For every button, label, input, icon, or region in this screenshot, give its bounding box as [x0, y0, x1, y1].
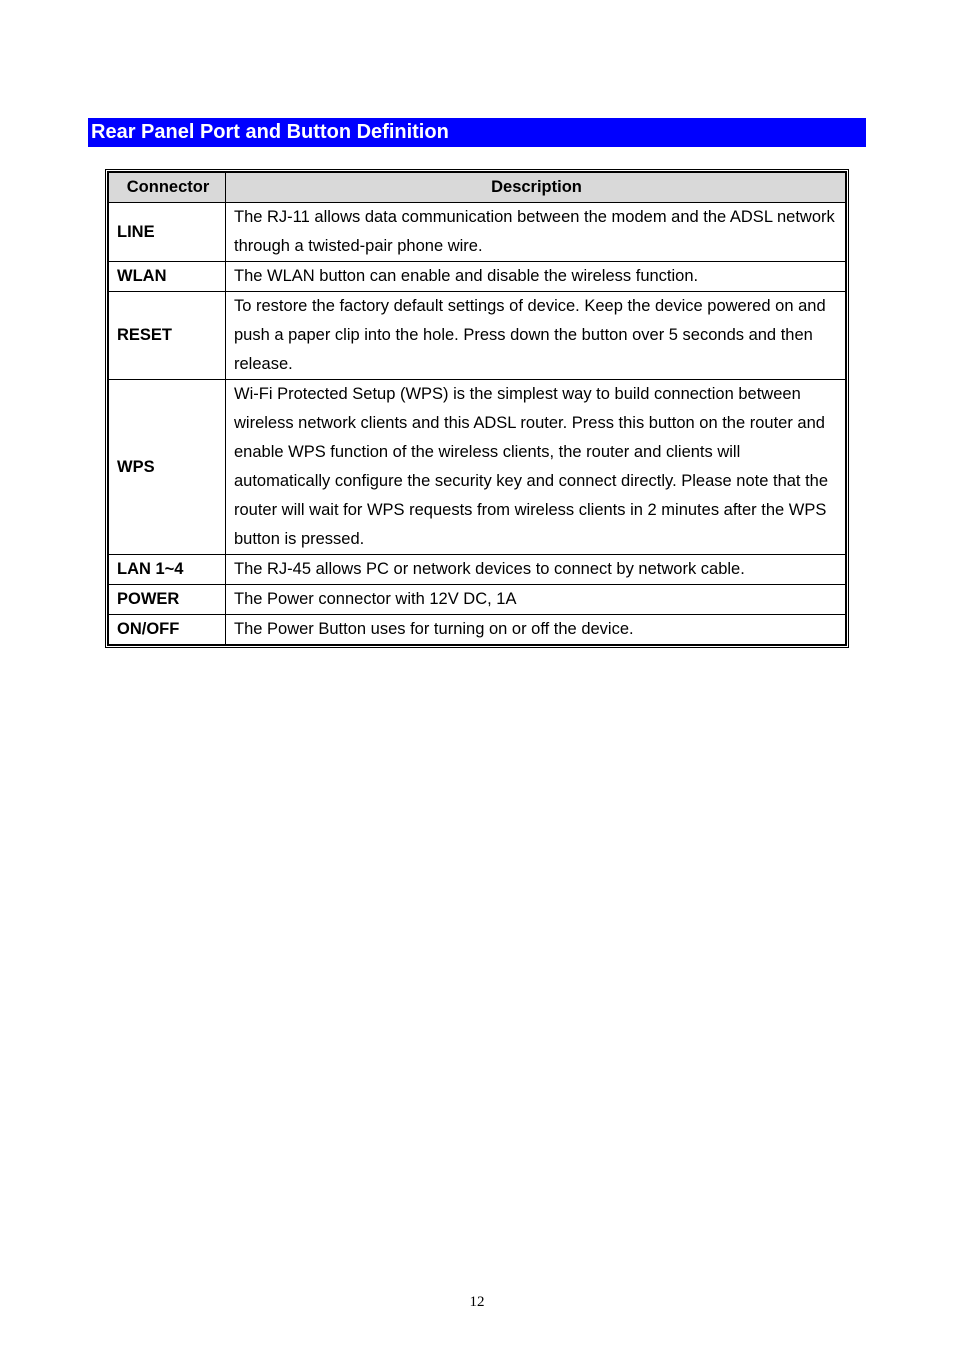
page-number: 12 — [469, 1294, 485, 1310]
table-row — [109, 262, 846, 292]
table-row — [109, 203, 846, 262]
table-row — [109, 555, 846, 585]
port-definition-table — [105, 169, 849, 648]
description-cell: The Power Button uses for turning on or off the device. — [226, 615, 846, 645]
table-row — [109, 380, 846, 555]
description-cell: The Power connector with 12V DC, 1A — [226, 585, 846, 615]
connector-cell: WLAN — [109, 262, 226, 292]
column-header-description: Description — [226, 173, 846, 203]
connector-cell: LINE — [109, 203, 226, 262]
connector-cell: RESET — [109, 292, 226, 380]
connector-cell: POWER — [109, 585, 226, 615]
table-row — [109, 292, 846, 380]
description-cell: The RJ-11 allows data communication between the modem and the ADSL network through a twisted-pair phone wire. — [226, 203, 846, 262]
description-cell: To restore the factory default settings of device. Keep the device powered on and push a paper clip into the hole. Press down the button over 5 seconds and then release. — [226, 292, 846, 380]
description-cell: The RJ-45 allows PC or network devices to connect by network cable. — [226, 555, 846, 585]
section-heading: Rear Panel Port and Button Definition — [88, 118, 866, 147]
connector-cell: ON/OFF — [109, 615, 226, 645]
table-row — [109, 585, 846, 615]
table-row — [109, 615, 846, 645]
connector-cell: LAN 1~4 — [109, 555, 226, 585]
connector-cell: WPS — [109, 380, 226, 555]
column-header-connector: Connector — [109, 173, 226, 203]
table-header-row — [109, 173, 846, 203]
description-cell: Wi-Fi Protected Setup (WPS) is the simplest way to build connection between wireless network clients and this ADSL router. Press this button on the router and enable WPS function of the wireless clients, the router and clients will automatically configure the security key and connect directly. Please note that the router will wait for WPS requests from wireless clients in 2 minutes after the WPS button is pressed. — [226, 380, 846, 555]
description-cell: The WLAN button can enable and disable the wireless function. — [226, 262, 846, 292]
